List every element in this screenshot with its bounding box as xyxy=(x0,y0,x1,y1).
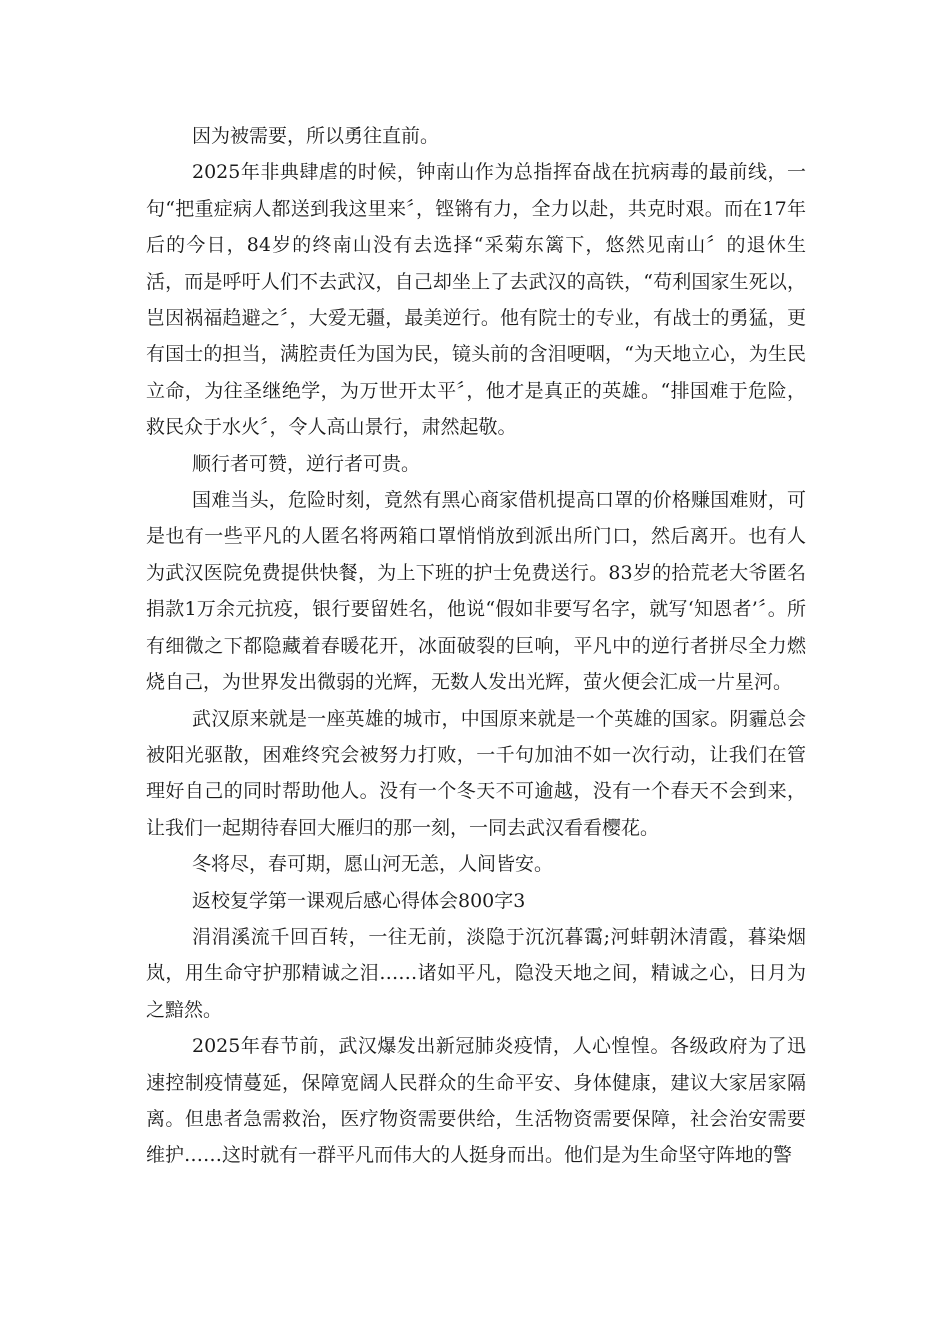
paragraph: 因为被需要，所以勇往直前。 xyxy=(192,125,440,147)
paragraph: 涓涓溪流千回百转，一往无前，淡隐于沉沉暮霭;河蚌朝沐清霞，暮染烟岚，用生命守护那精诚之泪……诸如平凡，隐没天地之间，精诚之心，日月为之黯然。 xyxy=(146,925,806,1021)
paragraph: 武汉原来就是一座英雄的城市，中国原来就是一个英雄的国家。阴霾总会被阳光驱散，困难终究会被努力打败，一千句加油不如一次行动，让我们在管理好自己的同时帮助他人。没有一个冬天不可逾越，没有一个春天不会到来，让我们一起期待春回大雁归的那一刻，一同去武汉看看樱花。 xyxy=(146,707,806,839)
paragraph: 2025年春节前，武汉爆发出新冠肺炎疫情，人心惶惶。各级政府为了迅速控制疫情蔓延，保障宽阔人民群众的生命平安、身体健康，建议大家居家隔离。但患者急需救治，医疗物资需要供给，生活物资需要保障，社会治安需要维护……这时就有一群平凡而伟大的人挺身而出。他们是为生命坚守阵地的警 xyxy=(146,1035,806,1167)
paragraph: 顺行者可赞，逆行者可贵。 xyxy=(192,452,421,475)
section-heading: 返校复学第一课观后感心得体会800字3 xyxy=(192,889,526,912)
paragraph: 2025年非典肆虐的时候，钟南山作为总指挥奋战在抗病毒的最前线，一句“把重症病人都送到我这里来〞，铿锵有力，全力以赴，共克时艰。而在17年后的今日，84岁的终南山没有去选择“采菊东篱下，悠然见南山〞的退休生活，而是呼吁人们不去武汉，自己却坐上了去武汉的高铁，“苟利国家生死以，岂因祸福趋避之〞，大爱无疆，最美逆行。他有院士的专业，有战士的勇猛，更有国士的担当，满腔责任为国为民，镜头前的含泪哽咽，“为天地立心，为生民立命，为往圣继绝学，为万世开太平〞，他才是真正的英雄。“排国难于危险，救民众于水火〞，令人高山景行，肃然起敬。 xyxy=(146,161,806,439)
paragraph: 冬将尽，春可期，愿山河无恙，人间皆安。 xyxy=(192,853,554,876)
document-body xyxy=(146,118,806,1174)
paragraph: 国难当头，危险时刻，竟然有黑心商家借机提高口罩的价格赚国难财，可是也有一些平凡的人匿名将两箱口罩悄悄放到派出所门口，然后离开。也有人为武汉医院免费提供快餐，为上下班的护士免费送行。83岁的拾荒老大爷匿名捐款1万余元抗疫，银行要留姓名，他说“假如非要写名字，就写‘知恩者’〞。所有细微之下都隐藏着春暖花开，冰面破裂的巨响，平凡中的逆行者拼尽全力燃烧自己，为世界发出微弱的光辉，无数人发出光辉，萤火便会汇成一片星河。 xyxy=(146,489,806,694)
